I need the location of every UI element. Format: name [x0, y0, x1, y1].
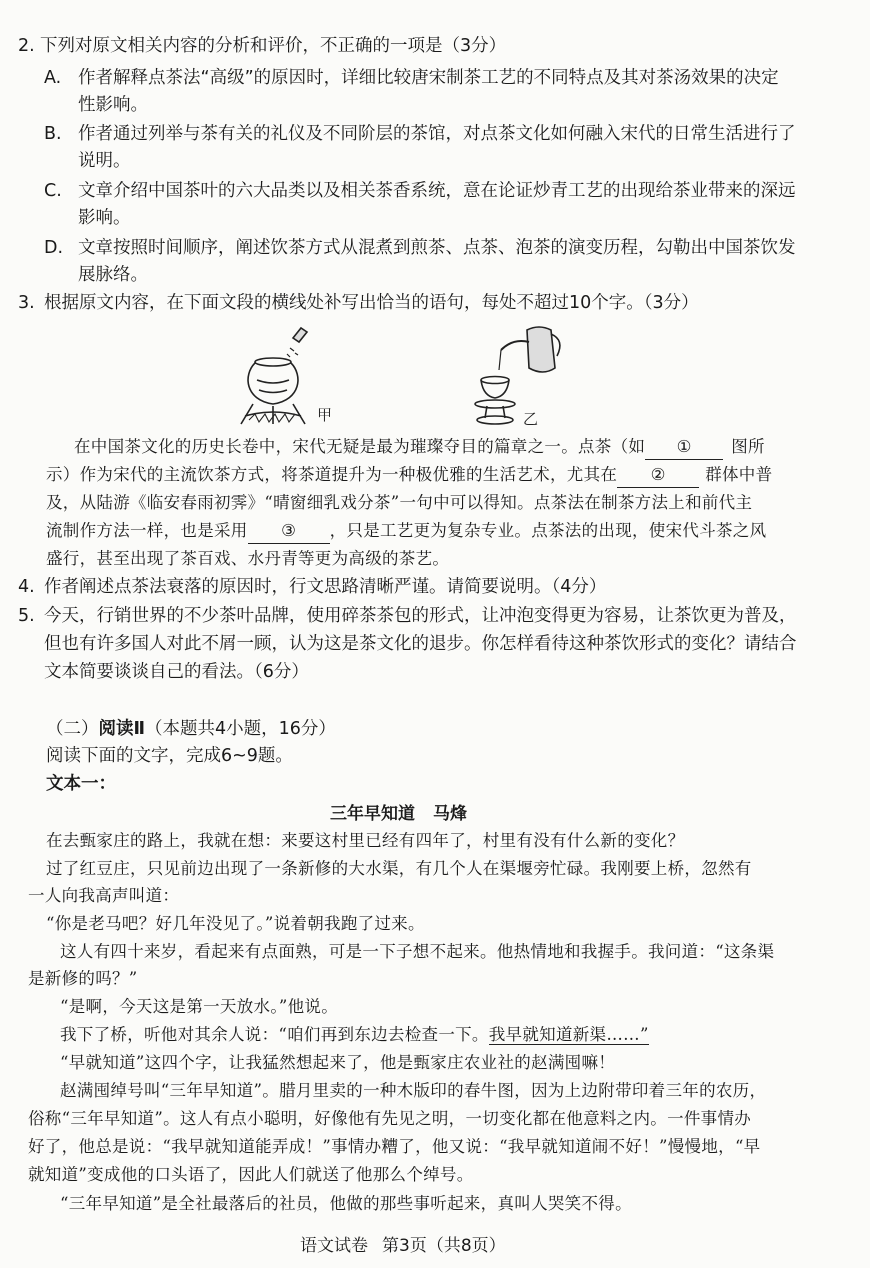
story-p7: “早就知道”这四个字，让我猛然想起来了，他是甄家庄农业社的赵满囤嘛！ [60, 1053, 616, 1072]
story-p8-line1: 赵满囤绰号叫“三年早知道”。腊月里卖的一种木版印的春牛图，因为上边附带印着三年的农历， [60, 1081, 767, 1100]
q2-option-d-line2: 展脉络。 [78, 265, 148, 285]
section2-instruction: 阅读下面的文字，完成6~9题。 [46, 746, 293, 766]
story-p4-line1: 这人有四十来岁，看起来有点面熟，可是一下子想不起来。他热情地和我握手。我问道：“这条渠 [60, 942, 775, 961]
story-p3: “你是老马吧？好几年没见了。”说着朝我跑了过来。 [46, 914, 425, 933]
story-p2-line1: 过了红豆庄，只见前边出现了一条新修的大水渠，有几个人在渠堰旁忙碌。我刚要上桥，忽然有 [46, 859, 752, 878]
story-p8-line3: 好了，他总是说：“我早就知道能弄成！”事情办糟了，他又说：“我早就知道闹不好！”慢慢地，“早 [28, 1137, 761, 1156]
text-one-label: 文本一： [46, 774, 116, 794]
q2-option-c-label: C. [44, 181, 62, 201]
story-p4-line2: 是新修的吗？” [28, 969, 138, 988]
q3-blank-3[interactable]: ③ [248, 519, 330, 544]
q3-blank-1[interactable]: ① [645, 435, 723, 460]
q3-para-line2: 示）作为宋代的主流饮茶方式，将茶道提升为一种极优雅的生活艺术，尤其在 ② 群体中普 [46, 463, 772, 488]
story-p8-line2: 俗称“三年早知道”。这人有点小聪明，好像他有先见之明，一切变化都在他意料之内。一件事情办 [28, 1109, 752, 1128]
q3-stem: 根据原文内容，在下面文段的横线处补写出恰当的语句，每处不超过10个字。（3分） [44, 293, 699, 313]
figure-jia-label: 甲 [317, 406, 333, 424]
q2-option-a-line2: 性影响。 [78, 95, 148, 115]
q2-number: 2. [18, 36, 35, 56]
figure-jia-teapot-stove [235, 320, 355, 430]
q2-option-b-label: B. [44, 124, 62, 144]
q4-text: 作者阐述点茶法衰落的原因时，行文思路清晰严谨。请简要说明。（4分） [44, 577, 607, 597]
q5-line3: 文本简要谈谈自己的看法。（6分） [44, 662, 309, 682]
q5-line1: 今天，行销世界的不少茶叶品牌，使用碎茶茶包的形式，让冲泡变得更为容易，让茶饮更为普及， [44, 606, 797, 626]
q2-stem: 下列对原文相关内容的分析和评价，不正确的一项是（3分） [40, 36, 507, 56]
story-title: 三年早知道 马烽 [330, 804, 467, 824]
q2-option-c-line1: 文章介绍中国茶叶的六大品类以及相关茶香系统，意在论证炒青工艺的出现给茶业带来的深远 [78, 181, 796, 201]
q2-option-c-line2: 影响。 [78, 208, 131, 228]
q2-option-a-label: A. [44, 68, 62, 88]
q3-para-line3: 及，从陆游《临安春雨初霁》“晴窗细乳戏分茶”一句中可以得知。点茶法在制茶方法上和前代主 [46, 493, 753, 512]
story-p8-line4: 就知道”变成他的口头语了，因此人们就送了他那么个绰号。 [28, 1165, 474, 1184]
figure-yi-ewer-cup [465, 320, 575, 430]
q2-option-a-line1: 作者解释点茶法“高级”的原因时，详细比较唐宋制茶工艺的不同特点及其对茶汤效果的决定 [78, 68, 779, 88]
story-p6: 我下了桥，听他对其余人说：“咱们再到东边去检查一下。我早就知道新渠……” [60, 1025, 649, 1044]
underlined-phrase: 我早就知道新渠……” [488, 1025, 649, 1044]
figure-yi-label: 乙 [523, 410, 539, 428]
q3-para-line5: 盛行，甚至出现了茶百戏、水丹青等更为高级的茶艺。 [46, 549, 450, 568]
story-p1: 在去甄家庄的路上，我就在想：来要这村里已经有四年了，村里有没有什么新的变化？ [46, 831, 685, 850]
page-footer: 语文试卷 第3页（共8页） [300, 1236, 506, 1256]
q5-line2: 但也有许多国人对此不屑一顾，认为这是茶文化的退步。你怎样看待这种茶饮形式的变化？请结合 [44, 634, 797, 654]
q3-number: 3. [18, 293, 35, 313]
q3-para-line4: 流制作方法一样，也是采用 ③ ，只是工艺更为复杂专业。点茶法的出现，使宋代斗茶之风 [46, 519, 766, 544]
q3-blank-2[interactable]: ② [617, 463, 699, 488]
q2-option-b-line2: 说明。 [78, 151, 131, 171]
q2-option-b-line1: 作者通过列举与茶有关的礼仪及不同阶层的茶馆，对点茶文化如何融入宋代的日常生活进行了 [78, 124, 796, 144]
q2-option-d-line1: 文章按照时间顺序，阐述饮茶方式从混煮到煎茶、点茶、泡茶的演变历程，勾勒出中国茶饮发 [78, 238, 796, 258]
story-p5: “是啊，今天这是第一天放水。”他说。 [60, 997, 339, 1016]
q2-option-d-label: D. [44, 238, 64, 258]
story-p9: “三年早知道”是全社最落后的社员，他做的那些事听起来，真叫人哭笑不得。 [60, 1194, 632, 1213]
q4-number: 4. [18, 577, 35, 597]
section2-heading: （二）阅读Ⅱ（本题共4小题，16分） [46, 719, 336, 739]
story-p2-line2: 一人向我高声叫道： [28, 886, 180, 905]
q3-para-line1: 在中国茶文化的历史长卷中，宋代无疑是最为璀璨夺目的篇章之一。点茶（如 ① 图所 [74, 435, 765, 460]
q5-number: 5. [18, 606, 35, 626]
